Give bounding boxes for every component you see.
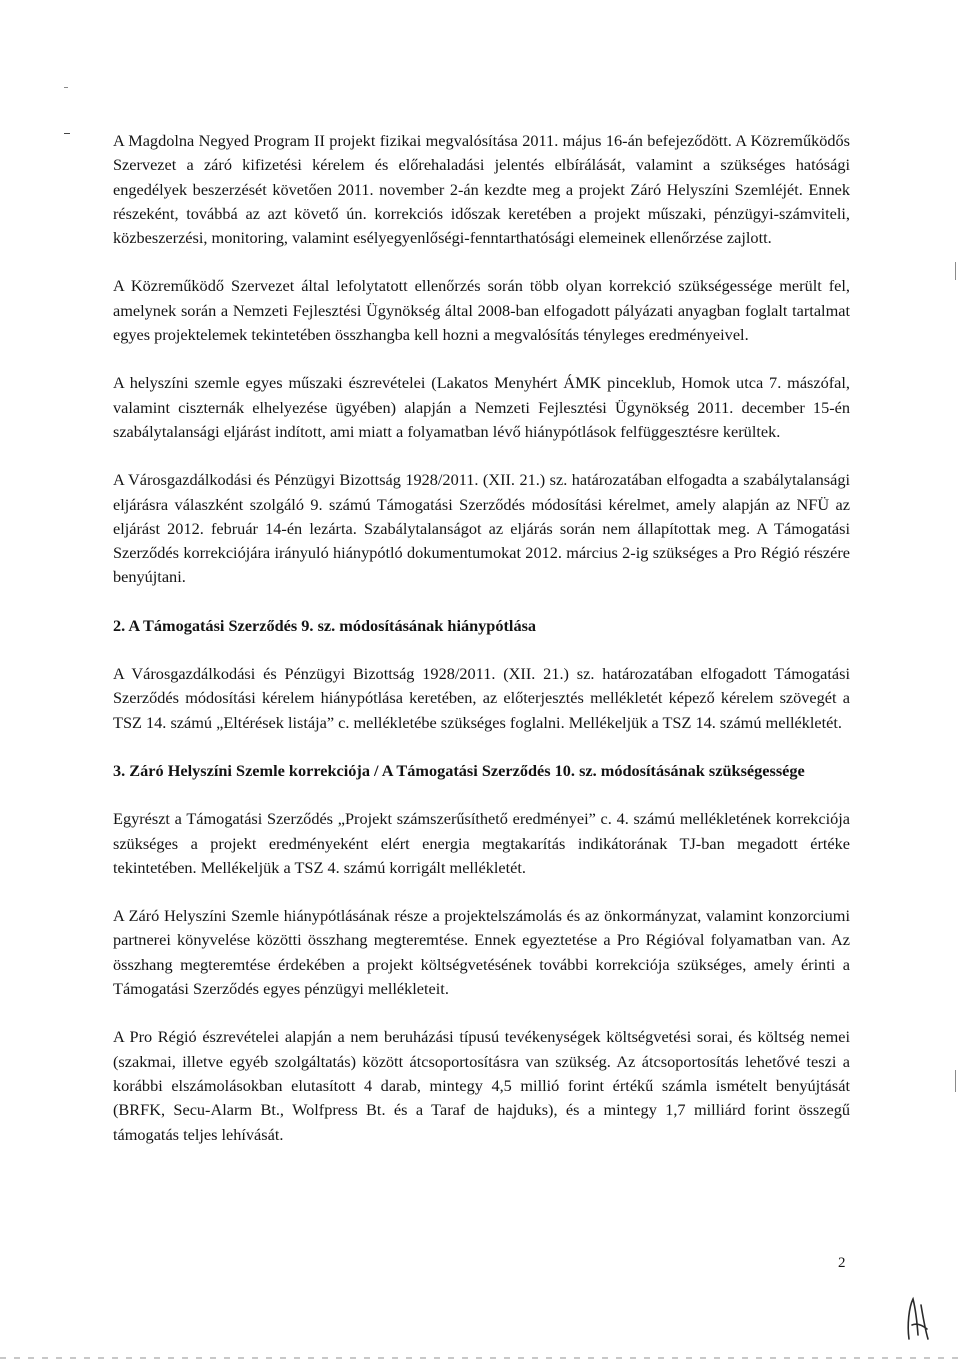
- handwritten-initials: [903, 1295, 931, 1341]
- margin-tick-mark: [955, 1070, 956, 1092]
- scan-edge-noise: [0, 1357, 960, 1359]
- page-number: 2: [838, 1255, 846, 1271]
- paragraph: Egyrészt a Támogatási Szerződés „Projekt számszerűsíthető eredményei” c. 4. számú mellékletének korrekciója szükséges a projekt eredményeként elért energia megtakarítás indikátorának TJ-ban megadott értéke tekintetében. Mellékeljük a TSZ 4. számú korrigált mellékletét.: [113, 809, 850, 877]
- margin-dash-mark: [64, 133, 70, 134]
- scan-mark: [64, 87, 68, 88]
- paragraph: A Városgazdálkodási és Pénzügyi Bizottság 1928/2011. (XII. 21.) sz. határozatában elfogadott Támogatási Szerződés módosítási kérelem hiánypótlása keretében, az előterjesztés mellékletét képező kérelem szövegét a TSZ 14. számú „Eltérések listája” c. mellékletébe szükséges foglalni. Mellékeljük a TSZ 14. számú mellékletét.: [113, 664, 850, 732]
- section-heading: 3. Záró Helyszíni Szemle korrekciója / A Támogatási Szerződés 10. sz. módosításának szükségessége: [113, 760, 805, 780]
- paragraph: A Városgazdálkodási és Pénzügyi Bizottság 1928/2011. (XII. 21.) sz. határozatában elfogadta a szabálytalansági eljárásra válaszként szolgáló 9. számú Támogatási Szerződés módosítási kérelmet, amely alapján az NFÜ az eljárást 2012. február 14-én lezárta. Szabálytalanságot az eljárás során nem állapítottak meg. A Támogatási Szerződés korrekciójára irányuló hiánypótló dokumentumokat 2012. március 2-ig szükséges a Pro Régió részére benyújtani.: [113, 470, 850, 587]
- paragraph: A Pro Régió észrevételei alapján a nem beruházási típusú tevékenységek költségvetési sorai, és költség nemei (szakmai, illetve egyéb szolgáltatás) között átcsoportosításra van szükség. Az átcsoportosítás lehetővé teszi a korábbi elszámolásokban elutasított 4 darab, mintegy 4,5 millió forint értékű számla ismételt benyújtását (BRFK, Secu-Alarm Bt., Wolfpress Bt. és a Taraf de hajduks), és a mintegy 1,7 milliárd forint összegű támogatás teljes lehívását.: [113, 1027, 850, 1144]
- section-heading: 2. A Támogatási Szerződés 9. sz. módosításának hiánypótlása: [113, 615, 537, 635]
- document-body: [113, 126, 850, 1147]
- paragraph: A Magdolna Negyed Program II projekt fizikai megvalósítása 2011. május 16-án befejeződött. A Közreműködős Szervezet a záró kifizetési kérelem és előrehaladási jelentés elbírálását, valamint a szükséges hatósági engedélyek beszerzését követően 2011. november 2-án kezdte meg a projekt Záró Helyszíni Szemléjét. Ennek részeként, továbbá az azt követő ún. korrekciós időszak keretében a projekt műszaki, pénzügyi-számviteli, közbeszerzési, monitoring, valamint esélyegyenlőségi-fenntarthatósági elemeinek ellenőrzése zajlott.: [113, 131, 850, 248]
- paragraph: A Záró Helyszíni Szemle hiánypótlásának része a projektelszámolás és az önkormányzat, valamint konzorciumi partnerei könyvelése közötti összhang megteremtése. Ennek egyeztetése a Pro Régióval folyamatban van. Az összhang megteremtése érdekében a projekt költségvetésének további korrekciója szükséges, amely érinti a Támogatási Szerződés egyes pénzügyi mellékleteit.: [113, 906, 850, 999]
- margin-tick-mark: [955, 262, 956, 280]
- paragraph: A Közreműködő Szervezet által lefolytatott ellenőrzés során több olyan korrekció szükségessége merült fel, amelynek során a Nemzeti Fejlesztési Ügynökség által 2008-ban elfogadott pályázati anyagban foglalt tartalmat egyes projektelemek tekintetében összhangba kell hozni a megvalósítás tényleges eredményeivel.: [113, 276, 850, 345]
- paragraph: A helyszíni szemle egyes műszaki észrevételei (Lakatos Menyhért ÁMK pinceklub, Homok utca 7. mászófal, valamint ciszternák elhelyezése ügyében) alapján a Nemzeti Fejlesztési Ügynökség 2011. december 15-én szabálytalansági eljárást indított, ami miatt a folyamatban lévő hiánypótlások felfüggesztésre kerültek.: [113, 373, 850, 441]
